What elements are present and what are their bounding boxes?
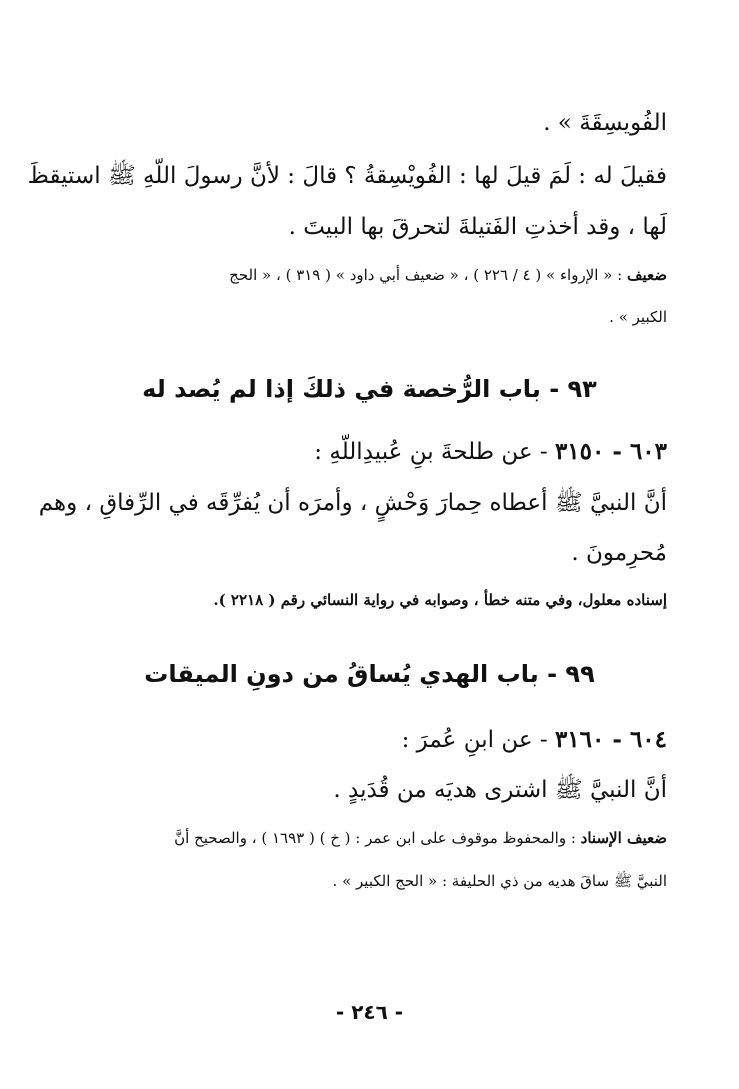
chapter-heading: ٩٣ - باب الرُّخصة في ذلكَ إذا لم يُصد له [142, 375, 597, 403]
text-span: مُحرِمونَ . [571, 540, 667, 566]
text-span: أنَّ النبيَّ ﷺ اشترى هديَه من قُدَيدٍ . [333, 777, 667, 803]
text-span: النبيَّ ﷺ ساقَ هديه من ذي الحليفة : « الحج الكبير » . [332, 872, 667, 890]
hadith-text-line [27, 163, 667, 191]
text-span: فقيلَ له : لَمَ قيلَ لها : الفُويْسِقةُ ؟ قالَ : لأنَّ رسولَ اللّهِ ﷺ استيقظَ [27, 163, 667, 189]
hadith-text-line [48, 214, 667, 242]
grading-note-continuation [48, 872, 667, 890]
grading-note [48, 266, 667, 284]
grading-text: : والمحفوظ موقوف على ابن عمر : ( خ ) ( ١٦٩٣ ) ، والصحيح أنَّ [174, 829, 581, 847]
hadith-text-line [38, 490, 667, 518]
hadith-header [48, 438, 667, 467]
grading-note [48, 591, 667, 609]
hadith-text-line [48, 540, 667, 568]
text-span: إسناده معلول، وفي متنه خطأ ، وصوابه في رواية النسائي رقم ( ٢٢١٨ ). [213, 591, 667, 609]
page-number: - ٢٤٦ - [335, 1000, 404, 1024]
grading-note [48, 829, 667, 847]
hadith-header [48, 726, 667, 755]
hadith-text-line [48, 777, 667, 805]
grading-text: : « الإرواء » ( ٤ / ٢٢٦ ) ، « ضعيف أبي داود » ( ٣١٩ ) ، « الحج [229, 266, 627, 284]
text-span: أنَّ النبيَّ ﷺ أعطاه حِمارَ وَحْشٍ ، وأمرَه أن يُفرِّقَه في الرِّفاقِ ، وهم [38, 490, 667, 516]
grading-note-continuation [48, 308, 667, 326]
text-span: الفُويسِقَةَ » . [543, 110, 667, 136]
grading-label: ضعيف الإسناد [580, 829, 667, 847]
grading-label: ضعيف [626, 266, 667, 284]
chapter-heading: ٩٩ - باب الهدي يُساقُ من دونِ الميقات [144, 660, 595, 688]
hadith-chain: - عن طلحةَ بنِ عُبيدِاللّهِ : [314, 439, 555, 465]
text-span: الكبير » . [609, 308, 667, 326]
hadith-number: ٦٠٣ - ٣١٥٠ [554, 438, 667, 465]
hadith-chain: - عن ابنِ عُمرَ : [401, 727, 555, 753]
hadith-text-line [48, 110, 667, 138]
text-span: لَها ، وقد أخذتِ الفَتيلةَ لتحرقَ بها البيتَ . [288, 214, 667, 240]
hadith-number: ٦٠٤ - ٣١٦٠ [554, 726, 667, 753]
